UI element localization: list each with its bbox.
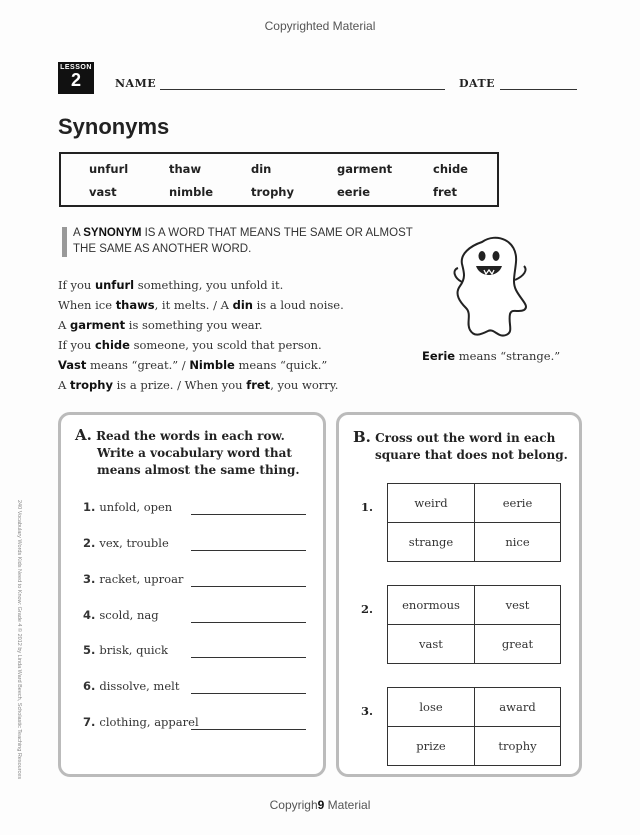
square-word[interactable]: enormous	[388, 586, 474, 625]
answer-line[interactable]	[191, 693, 306, 694]
example-sentence	[58, 378, 338, 392]
exercise-item	[83, 536, 169, 550]
vocab-word-inline: thaws	[115, 298, 155, 312]
footer-right: Material	[324, 798, 371, 812]
vocab-word-inline: Nimble	[189, 358, 235, 372]
square-word[interactable]: vast	[419, 637, 443, 651]
vocab-word-inline: chide	[94, 338, 130, 352]
sentence-text: A	[58, 318, 70, 332]
definition-rest: IS A WORD THAT MEANS THE SAME OR ALMOST THE SAME AS ANOTHER WORD.	[73, 227, 413, 255]
vocab-word-inline: Eerie	[422, 349, 456, 363]
vocab-word-inline: trophy	[69, 378, 113, 392]
item-number: 3.	[83, 572, 100, 586]
sentence-text: means “quick.”	[234, 358, 328, 372]
square-word[interactable]: prize	[416, 739, 446, 753]
sentence-text: something, you unfold it.	[134, 278, 284, 292]
answer-line[interactable]	[191, 622, 306, 623]
answer-line[interactable]	[191, 550, 306, 551]
word-square	[387, 483, 561, 562]
example-sentence	[58, 338, 322, 352]
vocab-word: vast	[89, 185, 117, 199]
answer-line[interactable]	[191, 514, 306, 515]
sentence-text: When ice	[58, 298, 116, 312]
vocab-word-inline: fret	[246, 378, 271, 392]
vocab-word: chide	[433, 162, 468, 176]
eerie-note	[422, 349, 560, 363]
item-prompt: scold, nag	[99, 608, 159, 622]
page-title: Synonyms	[58, 114, 170, 139]
item-number: 6.	[83, 679, 100, 693]
vocab-word: eerie	[337, 185, 371, 199]
sentence-text: , it melts. / A	[154, 298, 233, 312]
copyright-footer	[0, 798, 640, 812]
square-word[interactable]: trophy	[474, 727, 560, 765]
date-line[interactable]	[500, 89, 577, 90]
square-word[interactable]: nice	[474, 523, 560, 561]
answer-line[interactable]	[191, 586, 306, 587]
section-b-panel	[336, 412, 582, 777]
vocab-word-inline: Vast	[58, 358, 87, 372]
exercise-item	[83, 679, 179, 693]
word-square	[387, 687, 561, 766]
sentence-text: , you worry.	[270, 378, 339, 392]
item-prompt: unfold, open	[99, 500, 173, 514]
sentence-text: is a prize. / When you	[112, 378, 247, 392]
vocabulary-box	[59, 152, 499, 207]
sentence-text: If you	[58, 338, 95, 352]
square-word[interactable]: weird	[388, 484, 474, 523]
section-a-panel	[58, 412, 326, 777]
lesson-badge	[58, 62, 94, 94]
example-sentence	[58, 278, 283, 292]
instruction-line: Cross out the word in each	[375, 431, 556, 445]
vocab-word: trophy	[251, 185, 294, 199]
name-line[interactable]	[160, 89, 445, 90]
item-number: 4.	[83, 608, 100, 622]
square-word[interactable]: award	[474, 688, 560, 727]
square-word[interactable]: vest	[474, 586, 560, 625]
exercise-item	[83, 715, 199, 729]
ghost-illustration	[452, 234, 532, 342]
item-prompt: vex, trouble	[99, 536, 169, 550]
exercise-item	[83, 643, 168, 657]
item-number: 1.	[83, 500, 100, 514]
sentence-text: someone, you scold that person.	[129, 338, 322, 352]
section-a-letter: A.	[75, 426, 92, 444]
section-b-letter: B.	[353, 428, 371, 446]
vocab-word: fret	[433, 185, 457, 199]
vocab-word: nimble	[169, 185, 214, 199]
definition-bar	[62, 227, 67, 257]
vocab-word-inline: unfurl	[94, 278, 135, 292]
square-number: 3.	[361, 704, 374, 718]
sentence-text: A	[58, 378, 70, 392]
synonym-definition	[73, 225, 423, 257]
sentence-text: means “strange.”	[455, 349, 561, 363]
example-sentence	[58, 298, 344, 312]
page-number: 9	[317, 798, 325, 812]
definition-term: SYNONYM	[83, 227, 142, 239]
instruction-line: Read the words in each row.	[96, 429, 285, 443]
side-credit: 240 Vocabulary Words Kids Need to Know: Grade 4 © 2012 by Linda Ward Beech, Scholastic Teaching Resources	[16, 500, 22, 780]
section-a-instructions	[75, 427, 300, 479]
square-word[interactable]: strange	[408, 535, 454, 549]
instruction-line: means almost the same thing.	[97, 463, 300, 477]
square-word[interactable]: great	[474, 625, 560, 663]
item-prompt: brisk, quick	[99, 643, 168, 657]
word-square	[387, 585, 561, 664]
vocab-word-inline: garment	[69, 318, 126, 332]
name-label: NAME	[115, 77, 157, 90]
vocab-word-inline: din	[232, 298, 253, 312]
definition-prefix: A	[73, 227, 81, 239]
example-sentence	[58, 358, 327, 372]
square-word[interactable]: eerie	[474, 484, 560, 523]
square-number: 1.	[361, 500, 374, 514]
item-number: 7.	[83, 715, 100, 729]
sentence-text: means “great.” /	[86, 358, 190, 372]
exercise-item	[83, 608, 159, 622]
date-label: DATE	[459, 77, 496, 90]
exercise-item	[83, 500, 172, 514]
section-b-instructions	[353, 429, 568, 464]
vocab-word: thaw	[169, 162, 202, 176]
item-number: 2.	[83, 536, 100, 550]
vocab-word: garment	[337, 162, 393, 176]
sentence-text: If you	[58, 278, 95, 292]
lesson-label: LESSON	[60, 64, 92, 71]
instruction-line: Write a vocabulary word that	[97, 446, 292, 460]
exercise-item	[83, 572, 183, 586]
sentence-text: is something you wear.	[125, 318, 263, 332]
vocab-word: unfurl	[89, 162, 129, 176]
item-prompt: clothing, apparel	[99, 715, 199, 729]
item-prompt: racket, uproar	[99, 572, 184, 586]
square-word[interactable]: lose	[388, 688, 474, 727]
instruction-line: square that does not belong.	[375, 448, 568, 462]
square-number: 2.	[361, 602, 374, 616]
answer-line[interactable]	[191, 729, 306, 730]
footer-left: Copyrigh	[269, 798, 318, 812]
vocab-word: din	[251, 162, 272, 176]
example-sentence	[58, 318, 263, 332]
item-number: 5.	[83, 643, 100, 657]
answer-line[interactable]	[191, 657, 306, 658]
sentence-text: is a loud noise.	[252, 298, 344, 312]
lesson-number: 2	[70, 70, 81, 90]
copyright-header: Copyrighted Material	[264, 19, 376, 33]
item-prompt: dissolve, melt	[99, 679, 180, 693]
